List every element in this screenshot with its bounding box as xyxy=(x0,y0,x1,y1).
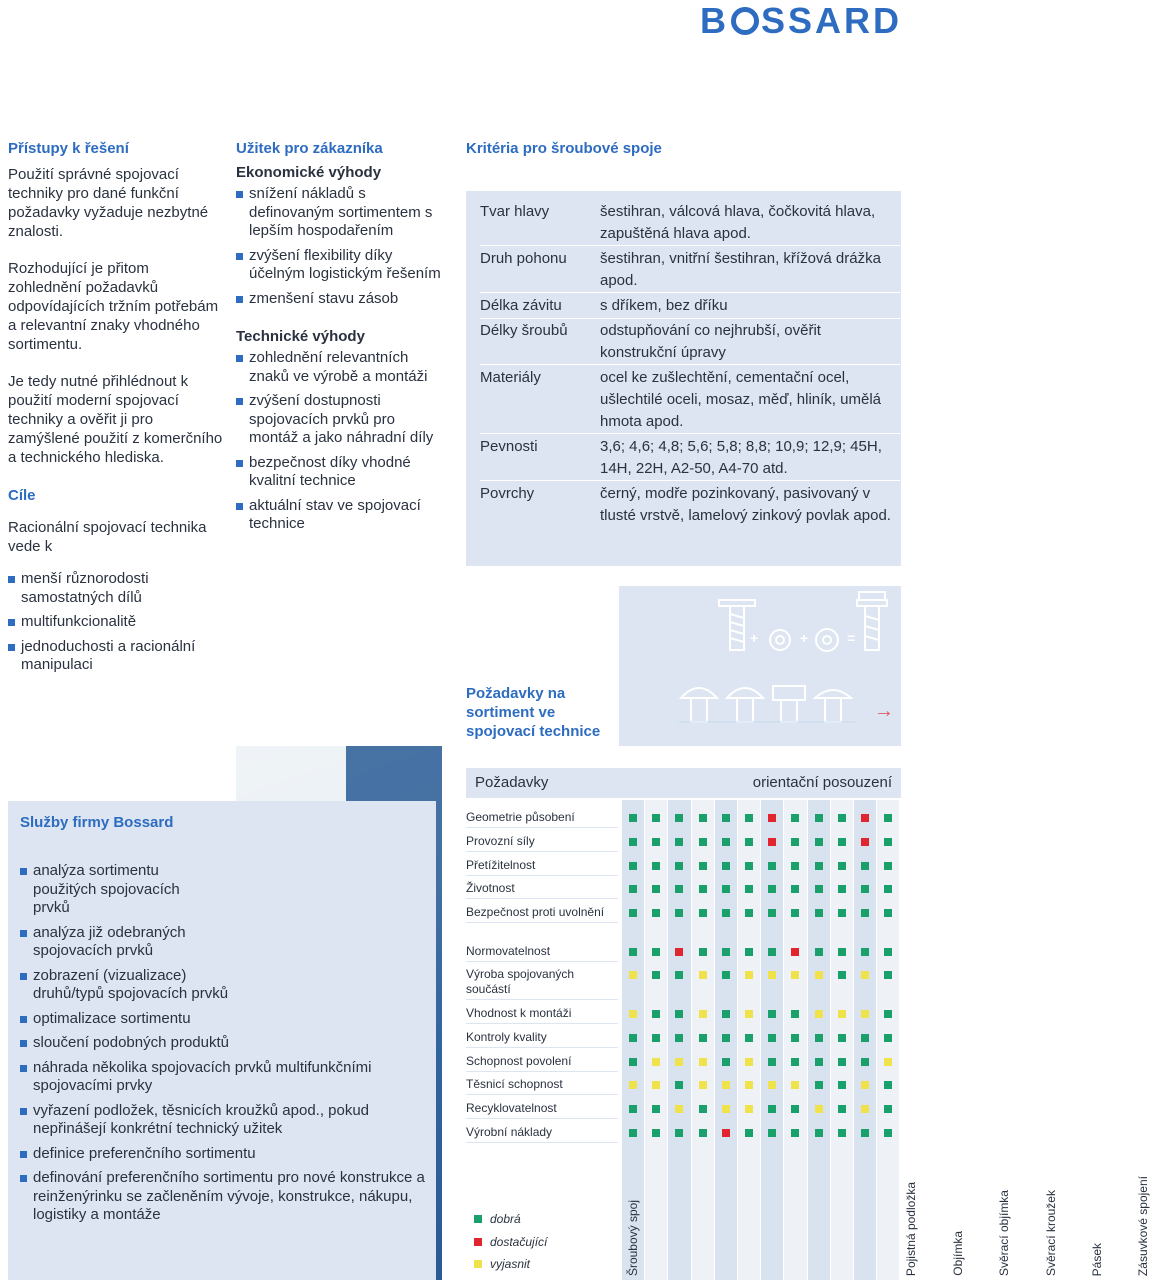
rating-cell xyxy=(768,838,776,846)
rating-cell xyxy=(861,909,869,917)
legend-item-ok: dostačující xyxy=(474,1231,547,1254)
plus-sign-2: + xyxy=(800,630,809,646)
requirement-label: Výrobní náklady xyxy=(466,1125,553,1139)
rating-cell xyxy=(838,814,846,822)
rating-cell xyxy=(768,885,776,893)
list-item: definování preferenčního sortimentu pro nové konstrukce a reinženýrinku se začleněním vývoje, konstrukce, nákupu, logistiky a montáže xyxy=(20,1169,430,1225)
rating-cell xyxy=(768,862,776,870)
rating-cell xyxy=(652,1034,660,1042)
rating-cell xyxy=(861,1010,869,1018)
rating-cell xyxy=(768,971,776,979)
rating-cell xyxy=(768,1034,776,1042)
list-item: sloučení podobných produktů xyxy=(20,1034,424,1053)
rating-cell xyxy=(629,885,637,893)
rating-cell xyxy=(791,1105,799,1113)
rating-cell xyxy=(629,838,637,846)
rating-cell xyxy=(861,1081,869,1089)
rating-cell xyxy=(815,814,823,822)
rating-cell xyxy=(722,1010,730,1018)
rating-cell xyxy=(675,971,683,979)
rating-cell xyxy=(861,1034,869,1042)
row-divider xyxy=(480,292,900,293)
rating-cell xyxy=(838,1105,846,1113)
rating-cell xyxy=(745,814,753,822)
list-item: zobrazení (vizualizace) druhů/typů spojovacích prvků xyxy=(20,967,230,1004)
rating-cell xyxy=(675,1129,683,1137)
rating-cell xyxy=(815,862,823,870)
rating-cell xyxy=(791,862,799,870)
row-divider xyxy=(480,480,900,481)
rating-cell xyxy=(675,814,683,822)
rating-cell xyxy=(722,814,730,822)
rating-cell xyxy=(745,1081,753,1089)
rating-cell xyxy=(861,1129,869,1137)
rating-cell xyxy=(768,1010,776,1018)
services-heading: Služby firmy Bossard xyxy=(20,814,174,831)
rating-cell xyxy=(791,885,799,893)
rating-cell xyxy=(791,1010,799,1018)
rating-cell xyxy=(815,948,823,956)
approach-paragraph-1: Použití správné spojovací techniky pro dané funkční požadavky vyžaduje nezbytné znalosti. xyxy=(8,166,209,240)
rating-cell xyxy=(815,1058,823,1066)
rating-cell xyxy=(699,885,707,893)
fastener-illustration xyxy=(619,586,901,746)
list-item: náhrada několika spojovacích prvků multifunkčními spojovacími prvky xyxy=(20,1059,390,1096)
bossard-logo: B SSARD xyxy=(699,0,902,41)
row-divider xyxy=(466,875,618,876)
column-label: Zásuvkové spojení xyxy=(1136,1175,1150,1276)
rating-cell xyxy=(815,1129,823,1137)
rating-cell xyxy=(884,1129,892,1137)
criteria-heading: Kritéria pro šroubové spoje xyxy=(466,140,662,157)
requirement-row xyxy=(466,881,618,896)
rating-cell xyxy=(722,838,730,846)
logo-ring-icon xyxy=(731,7,759,35)
rating-cell xyxy=(791,1034,799,1042)
goals-intro: Racionální spojovací technika vede k xyxy=(8,519,207,555)
requirement-label: Vhodnost k montáži xyxy=(466,1006,572,1020)
rating-cell xyxy=(745,1010,753,1018)
rating-cell xyxy=(815,1010,823,1018)
criteria-key: Délka závitu xyxy=(480,297,562,314)
row-divider xyxy=(466,827,618,828)
matrix-header xyxy=(466,768,901,798)
rating-cell xyxy=(699,1081,707,1089)
rating-cell xyxy=(699,1010,707,1018)
rating-cell xyxy=(675,1010,683,1018)
rating-cell xyxy=(675,1058,683,1066)
rating-cell xyxy=(838,862,846,870)
requirements-caption: Požadavky na sortiment ve spojovací technice xyxy=(466,685,601,740)
rating-cell xyxy=(629,1081,637,1089)
rating-cell xyxy=(652,862,660,870)
rating-cell xyxy=(675,948,683,956)
legend-item-good: dobrá xyxy=(474,1208,547,1231)
list-item: analýza sortimentu použitých spojovacích prvků xyxy=(20,862,195,918)
rating-cell xyxy=(629,1010,637,1018)
rating-cell xyxy=(791,838,799,846)
row-divider xyxy=(466,961,618,962)
requirement-label: Těsnicí schopnost xyxy=(466,1077,563,1091)
requirement-label: Bezpečnost proti uvolnění xyxy=(466,905,605,919)
rating-cell xyxy=(861,814,869,822)
row-divider xyxy=(480,318,900,319)
left-column xyxy=(8,140,223,681)
rating-cell xyxy=(652,948,660,956)
rating-cell xyxy=(884,909,892,917)
rating-grid xyxy=(622,800,1150,1276)
arrow-right-icon: → xyxy=(874,700,894,722)
requirement-label: Přetížitelnost xyxy=(466,858,536,872)
rating-cell xyxy=(722,1034,730,1042)
rating-cell xyxy=(699,971,707,979)
rating-cell xyxy=(629,971,637,979)
requirement-row xyxy=(466,1030,618,1045)
list-item: zmenšení stavu zásob xyxy=(236,290,446,309)
criteria-key: Materiály xyxy=(480,369,541,386)
rating-cell xyxy=(861,885,869,893)
goals-list xyxy=(8,570,223,675)
rating-cell xyxy=(884,885,892,893)
rating-cell xyxy=(629,862,637,870)
customer-benefit-heading: Užitek pro zákazníka xyxy=(236,140,383,157)
rating-cell xyxy=(838,948,846,956)
rating-cell xyxy=(791,909,799,917)
criteria-value: šestihran, vnitřní šestihran, křížová drážka apod. xyxy=(600,250,881,289)
requirement-label: Provozní síly xyxy=(466,834,535,848)
plus-sign-1: + xyxy=(750,630,759,646)
rating-cell xyxy=(838,909,846,917)
requirement-row xyxy=(466,905,618,920)
rating-cell xyxy=(884,1010,892,1018)
rating-cell xyxy=(722,1105,730,1113)
legend-swatch xyxy=(474,1215,482,1223)
criteria-value: šestihran, válcová hlava, čočkovitá hlava, zapuštěná hlava apod. xyxy=(600,203,876,242)
rating-cell xyxy=(652,1010,660,1018)
rating-cell xyxy=(745,862,753,870)
list-item: analýza již odebraných spojovacích prvků xyxy=(20,924,195,961)
rating-cell xyxy=(629,1058,637,1066)
column-label: Objímka xyxy=(950,1231,965,1276)
row-divider xyxy=(466,1118,618,1119)
column-label: Svěrací kroužek xyxy=(1043,1189,1058,1276)
rating-cell xyxy=(791,1129,799,1137)
rating-cell xyxy=(768,948,776,956)
requirement-label: Normovatelnost xyxy=(466,944,551,958)
rating-cell xyxy=(699,948,707,956)
requirement-row xyxy=(466,1101,618,1116)
rating-cell xyxy=(838,1058,846,1066)
rating-cell xyxy=(745,948,753,956)
rating-cell xyxy=(629,1105,637,1113)
rating-cell xyxy=(675,1034,683,1042)
rating-cell xyxy=(745,838,753,846)
rating-cell xyxy=(838,1010,846,1018)
row-divider xyxy=(466,1047,618,1048)
rating-cell xyxy=(884,838,892,846)
rating-cell xyxy=(768,1058,776,1066)
row-divider xyxy=(466,999,618,1000)
requirement-label: Schopnost povolení xyxy=(466,1054,572,1068)
rating-cell xyxy=(722,1129,730,1137)
list-item: jednoduchosti a racionální manipulaci xyxy=(8,638,223,675)
requirement-row xyxy=(466,944,618,959)
criteria-key: Druh pohonu xyxy=(480,250,567,267)
requirement-row xyxy=(466,1077,618,1092)
row-divider xyxy=(466,1094,618,1095)
technical-benefits-list xyxy=(236,349,446,534)
requirement-label: Kontroly kvality xyxy=(466,1030,547,1044)
row-divider xyxy=(466,898,618,899)
goals-heading: Cíle xyxy=(8,487,36,504)
rating-cell xyxy=(838,1081,846,1089)
matrix-header-right: orientační posouzení xyxy=(752,774,892,791)
rating-cell xyxy=(699,1034,707,1042)
rating-cell xyxy=(861,838,869,846)
criteria-key: Délky šroubů xyxy=(480,322,568,339)
approaches-heading: Přístupy k řešení xyxy=(8,140,129,157)
economic-benefits-list xyxy=(236,185,446,308)
rating-cell xyxy=(745,1105,753,1113)
list-item: zohlednění relevantních znaků ve výrobě a montáži xyxy=(236,349,446,386)
rating-cell xyxy=(861,1058,869,1066)
requirement-label: Životnost xyxy=(466,881,515,895)
rating-cell xyxy=(815,885,823,893)
row-divider xyxy=(480,433,900,434)
rating-cell xyxy=(745,909,753,917)
rating-cell xyxy=(884,948,892,956)
services-panel xyxy=(8,801,436,1280)
row-divider xyxy=(466,1023,618,1024)
rating-cell xyxy=(652,814,660,822)
list-item: menší různorodosti samostatných dílů xyxy=(8,570,223,607)
legend-swatch xyxy=(474,1260,482,1268)
row-divider xyxy=(480,245,900,246)
criteria-key: Pevnosti xyxy=(480,438,538,455)
rating-cell xyxy=(699,1129,707,1137)
criteria-key: Tvar hlavy xyxy=(480,203,550,220)
criteria-value: odstupňování co nejhrubší, ověřit konstrukční úpravy xyxy=(600,322,821,361)
requirement-row xyxy=(466,1006,618,1021)
rating-cell xyxy=(815,909,823,917)
rating-cell xyxy=(629,948,637,956)
rating-cell xyxy=(861,948,869,956)
rating-cell xyxy=(722,948,730,956)
rating-cell xyxy=(815,838,823,846)
rating-cell xyxy=(722,1081,730,1089)
list-item: definice preferenčního sortimentu xyxy=(20,1145,424,1164)
rating-cell xyxy=(791,1081,799,1089)
rating-cell xyxy=(629,814,637,822)
rating-cell xyxy=(884,1034,892,1042)
criteria-value: s dříkem, bez dříku xyxy=(600,297,728,314)
rating-cell xyxy=(884,1058,892,1066)
rating-cell xyxy=(652,1081,660,1089)
rating-cell xyxy=(699,814,707,822)
rating-cell xyxy=(675,838,683,846)
row-divider xyxy=(466,1071,618,1072)
rating-cell xyxy=(838,1129,846,1137)
rating-cell xyxy=(652,838,660,846)
rating-cell xyxy=(722,909,730,917)
rating-cell xyxy=(699,1105,707,1113)
criteria-table xyxy=(466,191,901,566)
rating-cell xyxy=(745,885,753,893)
approach-paragraph-2: Rozhodující je přitom zohlednění požadavků odpovídajících tržním potřebám a relevantní znaky vhodného sortimentu. xyxy=(8,260,219,353)
requirement-label: Geometrie působení xyxy=(466,810,575,824)
rating-cell xyxy=(652,1105,660,1113)
rating-cell xyxy=(699,909,707,917)
column-label: Pásek xyxy=(1090,1242,1104,1276)
rating-cell xyxy=(884,814,892,822)
rating-cell xyxy=(675,1081,683,1089)
criteria-value: ocel ke zušlechtění, cementační ocel, ušlechtilé oceli, mosaz, měď, hliník, umělá hmota apod. xyxy=(600,369,882,430)
legend xyxy=(474,1208,547,1276)
rating-cell xyxy=(861,862,869,870)
rating-cell xyxy=(815,1034,823,1042)
rating-cell xyxy=(652,1129,660,1137)
requirement-row xyxy=(466,1125,618,1140)
rating-cell xyxy=(722,885,730,893)
list-item: vyřazení podložek, těsnicích kroužků apod., pokud nepřinášejí konkrétní technický užitek xyxy=(20,1102,390,1139)
legend-swatch xyxy=(474,1238,482,1246)
rating-cell xyxy=(652,885,660,893)
rating-cell xyxy=(791,971,799,979)
requirement-label: Výroba spojovaných součástí xyxy=(466,967,575,996)
rating-cell xyxy=(699,838,707,846)
list-item: optimalizace sortimentu xyxy=(20,1010,424,1029)
requirement-row xyxy=(466,834,618,849)
rating-cell xyxy=(675,885,683,893)
rating-cell xyxy=(861,971,869,979)
criteria-key: Povrchy xyxy=(480,485,535,502)
rating-cell xyxy=(675,862,683,870)
list-item: snížení nákladů s definovaným sortimentem s lepším hospodařením xyxy=(236,185,446,241)
requirement-row xyxy=(466,1054,618,1069)
rating-cell xyxy=(652,909,660,917)
technical-benefits-heading: Technické výhody xyxy=(236,328,365,345)
legend-item-none: vyjasnit xyxy=(474,1253,547,1276)
list-item: multifunkcionalitě xyxy=(8,613,223,632)
rating-cell xyxy=(815,1105,823,1113)
column-label: Šroubový spoj xyxy=(626,1199,640,1276)
list-item: zvýšení flexibility díky účelným logistickým řešením xyxy=(236,247,446,284)
criteria-value: 3,6; 4,6; 4,8; 5,6; 5,8; 8,8; 10,9; 12,9; 45H, 14H, 22H, A2-50, A4-70 atd. xyxy=(600,438,882,477)
row-divider xyxy=(480,364,900,365)
rating-cell xyxy=(768,909,776,917)
rating-cell xyxy=(699,862,707,870)
requirement-row xyxy=(466,858,618,873)
rating-cell xyxy=(722,862,730,870)
requirement-row xyxy=(466,810,618,825)
rating-cell xyxy=(884,862,892,870)
approach-paragraph-3: Je tedy nutné přihlédnout k použití moderní spojovací techniky a ověřit ji pro zamýšlené použití z komerčního a technického hlediska. xyxy=(8,373,223,466)
rating-cell xyxy=(629,909,637,917)
row-divider xyxy=(466,851,618,852)
rating-cell xyxy=(745,1058,753,1066)
rating-cell xyxy=(884,971,892,979)
screw-washer-diagram-icon xyxy=(619,586,901,746)
rating-cell xyxy=(745,1129,753,1137)
rating-cell xyxy=(768,814,776,822)
rating-cell xyxy=(745,1034,753,1042)
matrix-header-left: Požadavky xyxy=(475,774,549,791)
column-label: Pojistná podložka xyxy=(904,1181,919,1276)
requirement-row xyxy=(466,967,618,997)
rating-cell xyxy=(815,971,823,979)
rating-cell xyxy=(884,1105,892,1113)
rating-cell xyxy=(791,814,799,822)
rating-cell xyxy=(652,1058,660,1066)
rating-cell xyxy=(838,971,846,979)
rating-cell xyxy=(629,1034,637,1042)
list-item: bezpečnost díky vhodné kvalitní technice xyxy=(236,454,446,491)
row-divider xyxy=(466,1142,618,1143)
rating-cell xyxy=(791,948,799,956)
middle-column xyxy=(236,140,446,540)
equals-sign: = xyxy=(847,630,856,646)
rating-cell xyxy=(838,1034,846,1042)
rating-cell xyxy=(722,971,730,979)
list-item: zvýšení dostupnosti spojovacích prvků pro montáž a jako náhradní díly xyxy=(236,392,446,448)
economic-benefits-heading: Ekonomické výhody xyxy=(236,164,382,181)
rating-cell xyxy=(838,838,846,846)
rating-cell xyxy=(629,1129,637,1137)
rating-cell xyxy=(745,971,753,979)
rating-cell xyxy=(675,1105,683,1113)
rating-cell xyxy=(861,1105,869,1113)
criteria-value: černý, modře pozinkovaný, pasivovaný v tlusté vrstvě, lamelový zinkový povlak apod. xyxy=(600,485,891,524)
rating-cell xyxy=(884,1081,892,1089)
rating-cell xyxy=(815,1081,823,1089)
rating-cell xyxy=(768,1081,776,1089)
rating-cell xyxy=(675,909,683,917)
rating-cell xyxy=(699,1058,707,1066)
services-list xyxy=(20,862,424,1225)
rating-cell xyxy=(791,1058,799,1066)
column-label: Svěrací objímka xyxy=(997,1189,1012,1276)
requirement-label: Recyklovatelnost xyxy=(466,1101,557,1115)
row-divider xyxy=(466,922,618,923)
rating-cell xyxy=(768,1129,776,1137)
rating-cell xyxy=(722,1058,730,1066)
rating-cell xyxy=(652,971,660,979)
rating-cell xyxy=(838,885,846,893)
rating-cell xyxy=(768,1105,776,1113)
list-item: aktuální stav ve spojovací technice xyxy=(236,497,446,534)
